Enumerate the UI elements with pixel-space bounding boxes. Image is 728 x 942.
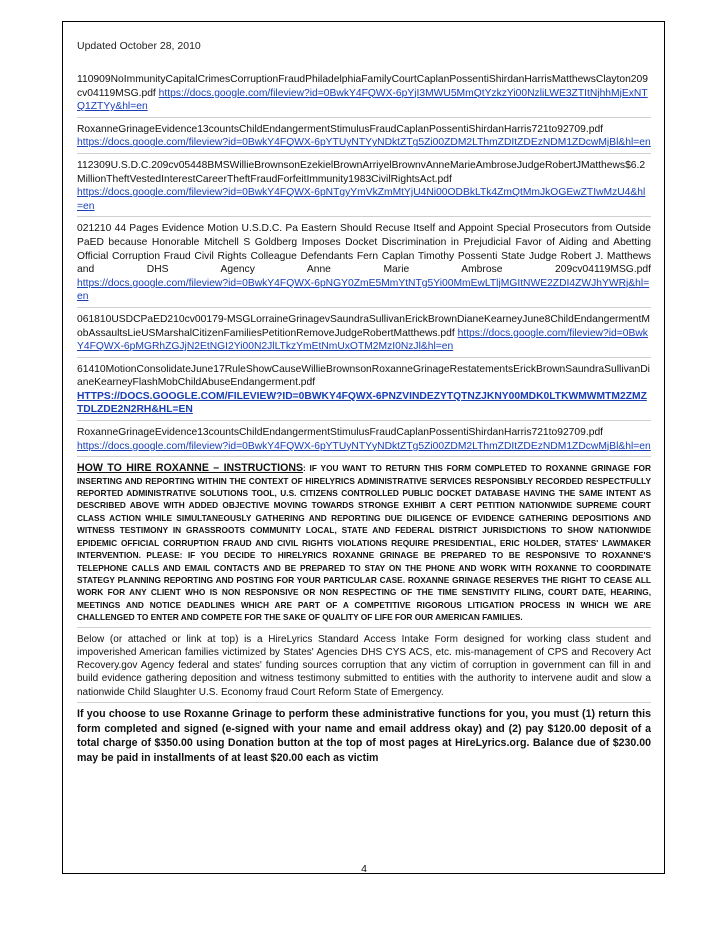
document-link[interactable]: https://docs.google.com/fileview?id=0BwkY4FQWX-6pMGRhZGJjN2EtNGI2Yi00N2JlLTkzYmEtNmUxOTM2MzI0NzJl&hl=en <box>77 327 648 353</box>
payment-instructions: If you choose to use Roxanne Grinage to perform these administrative functions for you, you must (1) return this form completed and signed (e-signed with your name and email address okay) and (2) pay $120.00 deposit of a total charge of $350.00 using Donation button at the top of most pages at HireLyrics.org. Balance due of $230.00 may be paid in installments of at least $20.00 each as victim <box>77 708 651 764</box>
document-link[interactable]: https://docs.google.com/fileview?id=0BwkY4FQWX-6pYTUyNTYyNDktZTg5Zi00ZDM2LThmZDItZDEzNDM1ZDcwMjBl&hl=en <box>77 440 651 452</box>
page-content <box>77 40 651 765</box>
document-entry-7 <box>77 426 651 457</box>
page-number: 4 <box>361 863 367 875</box>
document-link[interactable]: HTTPS://DOCS.GOOGLE.COM/FILEVIEW?ID=0BWKY4FQWX-6PNZVINDEZYTQTNZJKNY00MDK0LTKWMWMTM2ZMZTDLZDE2N2RH&HL=EN <box>77 390 647 416</box>
document-link[interactable]: https://docs.google.com/fileview?id=0BwkY4FQWX-6pNGY0ZmE5MmYtNTg5Yi00MmEwLTljMGItNWE2ZDI4ZWJhYWRj&hl=en <box>77 277 650 303</box>
document-entry-6 <box>77 363 651 421</box>
document-filename: RoxanneGrinageEvidence13countsChildEndangermentStimulusFraudCaplanPossentiShirdanHarris721to92709.pdf <box>77 427 604 439</box>
document-link[interactable]: https://docs.google.com/fileview?id=0BwkY4FQWX-6pNTgyYmVkZmMtYjU4Ni00ODBkLTk4ZmQtMmJkOGEwZTIwMzU4&hl=en <box>77 187 646 212</box>
document-link[interactable]: https://docs.google.com/fileview?id=0BwkY4FQWX-6pYTUyNTYyNDktZTg5Zi00ZDM2LThmZDItZDEzNDM1ZDcwMjBl&hl=en <box>77 137 651 149</box>
howto-title: HOW TO HIRE ROXANNE – INSTRUCTIONS <box>77 462 304 475</box>
document-filename: 112309U.S.D.C.209cv05448BMSWillieBrownsonEzekielBrownArriyelBrownvAnneMarieAmbroseJudgeRobertJMatthews$6.2MillionTheftVestedInterestCareerTheftFraudForfeitImmunity1983CivilRightsAct.pdf <box>77 159 646 185</box>
document-filename: 061810USDCPaED210cv00179-MSGLorraineGrinagevSaundraSullivanErickBrownDianeKearneyJune8ChildEndangermentMobAssaultsLieUSMarshalCitizenFamiliesPetitionRemoveJudgeRobertMatthews.pdf <box>77 313 650 339</box>
document-filename: 021210 44 Pages Evidence Motion U.S.D.C. Pa Eastern Should Recuse Itself and Appoint Special Prosecutors from Outside PaED because Honorable Mitchell S Goldberg Imposes Docket Discrimination in Prejudicial Favor of Aiding and Abetting Official Corruption Fraud Civil Rights Colleague Defendants Fern Caplan Timothy Possenti State Judge Robert J. Matthews and DHS Agency Anne Marie Ambrose 209cv04119MSG.pdf <box>77 223 651 276</box>
document-filename: RoxanneGrinageEvidence13countsChildEndangermentStimulusFraudCaplanPossentiShirdanHarris721to92709.pdf <box>77 123 604 135</box>
document-filename: 61410MotionConsolidateJune17RuleShowCauseWillieBrownsonRoxanneGrinageRestatementsErickBrownSaundraSullivanDianeKearneyFlashMobChildAbuseEndangerment.pdf <box>77 363 650 389</box>
document-entry-2 <box>77 123 651 154</box>
howto-body: : IF YOU WANT TO RETURN THIS FORM COMPLETED TO ROXANNE GRINAGE FOR INSERTING AND REPORTING WITHIN THE CONTEXT OF HIRELYRICS ADMINISTRATIVE SERVICES RESPONSIBLY RECORDED RESPECTFULLY REPORTED ADMINISTRATIVE SOLUTIONS TOOL, U.S. CITIZENS CONTROLLED PUBLIC DOCKET DATABASE HAVING THE SAME INTENT AS DESCRIBED ABOVE WITH ADDED OBJECTIVE MOVING TOWARDS STRONGE EXHIBIT A CERT PETITION NATIONWIDE SUPREME COURT CLASS ACTION WHILE SIMULTANEOUSLY GATHERING AND REPORTING DUE DILIGENCE OF EVIDENCE GATHERING DEPOSITIONS AND WITNESS TESTIMONY IN GRASSROOTS COMMUNITY LOCAL, STATE AND FEDERAL DISTRICT JURISDICTIONS TO SHOW NATIONWIDE EPIDEMIC OFFICIAL CORRUPTION FRAUD AND CIVIL RIGHTS VIOLATIONS REQUIRE PRESIDENTIAL, ERIC HOLDER, STATES' LAWMAKER INTERVENTION. PLEASE: IF YOU DECIDE TO HIRELYRICS ROXANNE GRINAGE BE PREPARED TO BE RESPONSIVE TO ROXANNE'S TELEPHONE CALLS AND EMAIL CONTACTS AND BE PREPARED TO STAY ON THE PHONE AND WORK WITH ROXANNE TO COORDINATE STATEGY PLANNING REPORTING AND POSTING FOR YOUR PARTICULAR CASE. ROXANNE GRINAGE RESERVES THE RIGHT TO CEASE ALL WORK FOR ANY CLIENT WHO IS NON RESPONSIVE OR NON RESPECTING OF THE TIME SENSTIVITY FILING, COURT DATE, HEARING, MEETINGS AND NOTICE DEADLINES WHICH ARE PART OF A COMPETITIVE RIGOROUS LITIGATION PROCESS IN WHICH WE ARE CHALLENGED TO ENTER AND COMPETE FOR THE SAKE OF QUALITY OF LIFE FOR OUR AMERICAN FAMILIES. <box>77 463 651 623</box>
document-link[interactable]: https://docs.google.com/fileview?id=0BwkY4FQWX-6pYjI3MWU5MmQtYzkzYi00NzliLWE3ZTItNjhhMjExNTQ1ZTYy&hl=en <box>77 87 648 113</box>
document-entry-4 <box>77 222 651 308</box>
document-entry-3 <box>77 159 651 217</box>
document-entry-5 <box>77 313 651 358</box>
updated-date: Updated October 28, 2010 <box>77 40 201 52</box>
document-filename: 110909NoImmunityCapitalCrimesCorruptionFraudPhiladelphiaFamilyCourtCaplanPossentiShirdanHarrisMatthewsClayton209cv04119MSG.pdf <box>77 74 648 99</box>
intake-form-description: Below (or attached or link at top) is a HireLyrics Standard Access Intake Form designed for working class student and impoverished American families victimized by States' Agencies DHS CYS ACS, etc. mis-management of CPS and Recovery Act Recovery.gov Agency federal and states' funding sources corruption that any victim of corruption in government can fill in and build evidence gathering deposition and witness testimony submitted to entities with the authority to intervene audit and slow a nationwide Child Slaughter U.S. Economy fraud Court Reform State of Emergency. <box>77 633 651 703</box>
document-entry-1 <box>77 73 651 118</box>
howto-instructions <box>77 462 651 627</box>
